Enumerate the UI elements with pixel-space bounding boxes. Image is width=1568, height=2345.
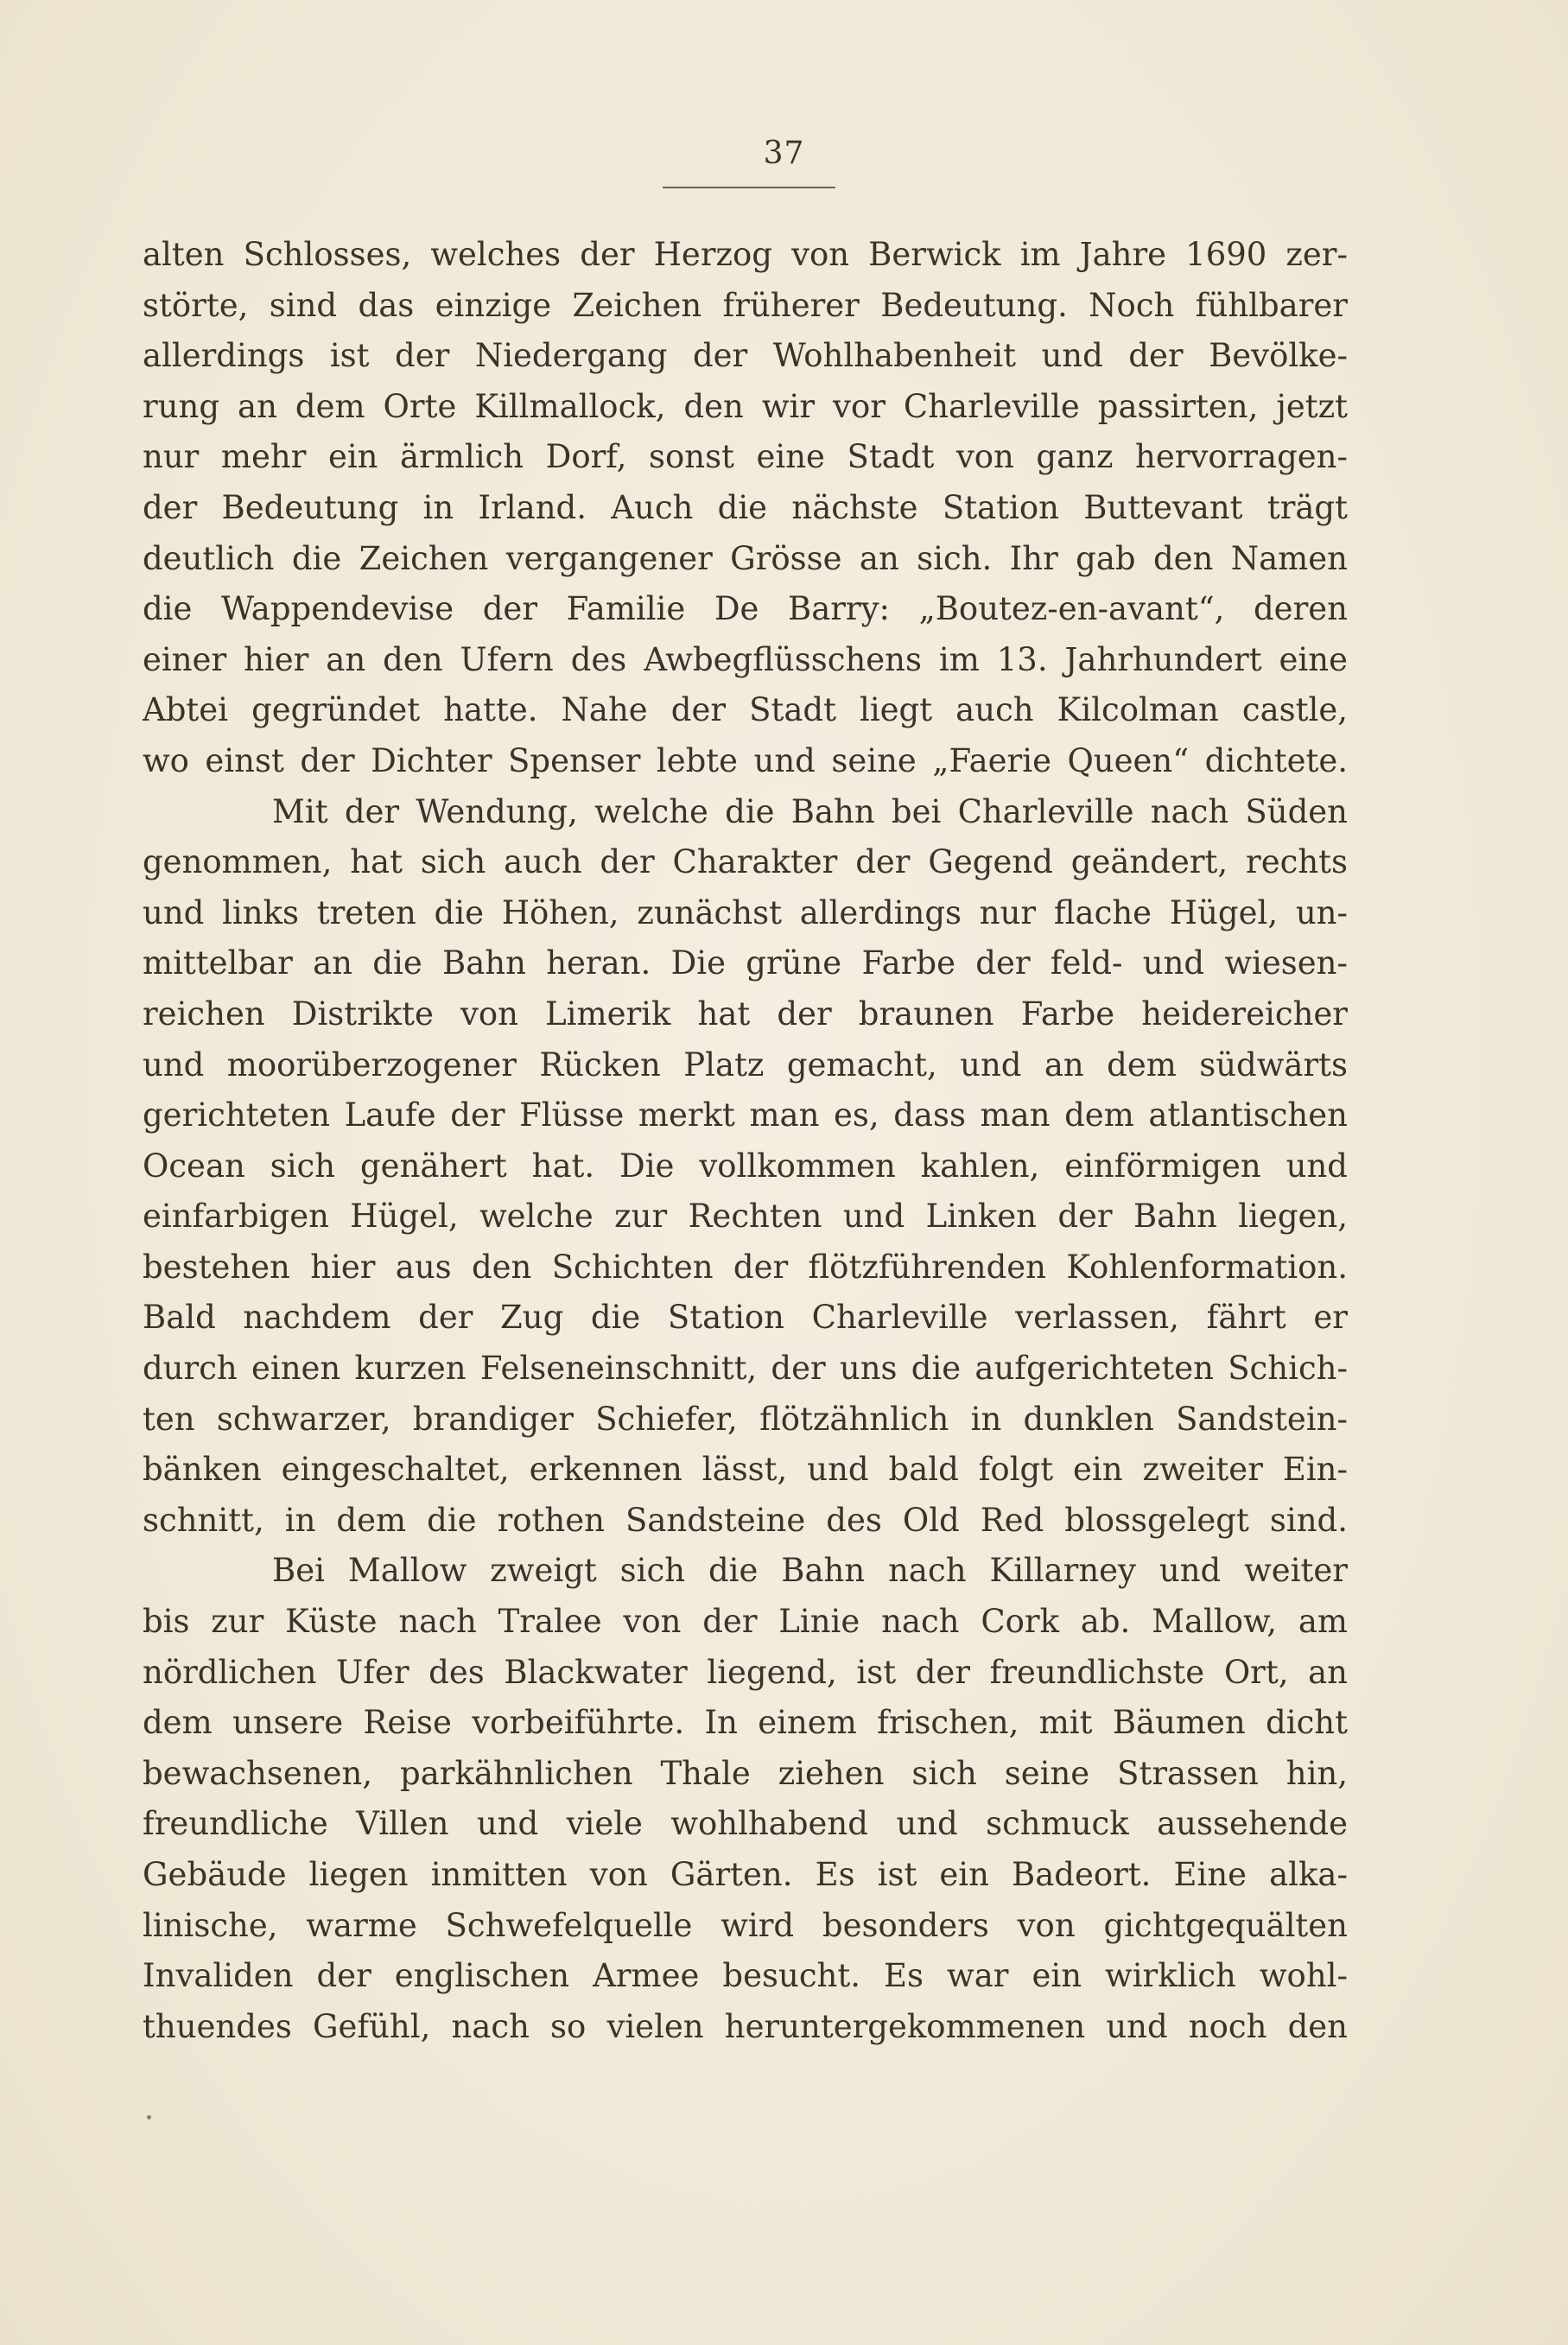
text-line: der Bedeutung in Irland. Auch die nächste Station Buttevant trägt	[143, 488, 1348, 526]
text-line: und moorüberzogener Rücken Platz gemacht, und an dem südwärts	[143, 1045, 1348, 1084]
header-rule	[663, 187, 835, 188]
text-line: wo einst der Dichter Spenser lebte und seine „Faerie Queen“ dichtete.	[143, 741, 1348, 779]
text-line: mittelbar an die Bahn heran. Die grüne Farbe der feld- und wiesen-	[143, 944, 1348, 982]
text-line: und links treten die Höhen, zunächst allerdings nur flache Hügel, un-	[143, 893, 1348, 931]
text-line: ten schwarzer, brandiger Schiefer, flötzähnlich in dunklen Sandstein-	[143, 1400, 1348, 1438]
text-line: durch einen kurzen Felseneinschnitt, der uns die aufgerichteten Schich-	[143, 1350, 1348, 1388]
text-line: rung an dem Orte Killmallock, den wir vor Charleville passirten, jetzt	[143, 387, 1348, 425]
text-line: dem unsere Reise vorbeiführte. In einem frischen, mit Bäumen dicht	[143, 1704, 1348, 1742]
text-line: Gebäude liegen inmitten von Gärten. Es ist ein Badeort. Eine alka-	[143, 1856, 1348, 1893]
text-line: Ocean sich genähert hat. Die vollkommen kahlen, einförmigen und	[143, 1147, 1348, 1185]
text-line: reichen Distrikte von Limerik hat der braunen Farbe heidereicher	[143, 995, 1348, 1033]
text-line: thuendes Gefühl, nach so vielen heruntergekommenen und noch den	[143, 2007, 1348, 2045]
text-line: bänken eingeschaltet, erkennen lässt, und bald folgt ein zweiter Ein-	[143, 1451, 1348, 1489]
text-line: deutlich die Zeichen vergangener Grösse an sich. Ihr gab den Namen	[143, 539, 1348, 577]
paragraph-start-line: Mit der Wendung, welche die Bahn bei Charleville nach Süden	[272, 792, 1348, 830]
text-line: gerichteten Laufe der Flüsse merkt man es, dass man dem atlantischen	[143, 1096, 1348, 1134]
page-number: 37	[763, 136, 805, 171]
text-line: einer hier an den Ufern des Awbegflüsschens im 13. Jahrhundert eine	[143, 640, 1348, 678]
text-line: alten Schlosses, welches der Herzog von Berwick im Jahre 1690 zer-	[143, 236, 1348, 273]
text-line: Abtei gegründet hatte. Nahe der Stadt liegt auch Kilcolman castle,	[143, 691, 1348, 729]
text-line: einfarbigen Hügel, welche zur Rechten und Linken der Bahn liegen,	[143, 1198, 1348, 1236]
text-line: die Wappendevise der Familie De Barry: „Boutez-en-avant“, deren	[143, 590, 1348, 628]
paragraph-start-line: Bei Mallow zweigt sich die Bahn nach Killarney und weiter	[272, 1552, 1348, 1590]
text-line: bis zur Küste nach Tralee von der Linie nach Cork ab. Mallow, am	[143, 1603, 1348, 1641]
text-line: Invaliden der englischen Armee besucht. Es war ein wirklich wohl-	[143, 1957, 1348, 1995]
text-line: Bald nachdem der Zug die Station Charleville verlassen, fährt er	[143, 1299, 1348, 1337]
paper-speck	[147, 2115, 151, 2119]
text-line: nördlichen Ufer des Blackwater liegend, ist der freundlichste Ort, an	[143, 1653, 1348, 1691]
text-line: genommen, hat sich auch der Charakter der Gegend geändert, rechts	[143, 843, 1348, 881]
body-text	[143, 230, 1348, 2052]
text-line: bewachsenen, parkähnlichen Thale ziehen sich seine Strassen hin,	[143, 1754, 1348, 1792]
text-line: linische, warme Schwefelquelle wird besonders von gichtgequälten	[143, 1906, 1348, 1944]
text-line: nur mehr ein ärmlich Dorf, sonst eine Stadt von ganz hervorragen-	[143, 438, 1348, 476]
text-line: störte, sind das einzige Zeichen früherer Bedeutung. Noch fühlbarer	[143, 286, 1348, 324]
text-line: allerdings ist der Niedergang der Wohlhabenheit und der Bevölke-	[143, 337, 1348, 375]
text-line: schnitt, in dem die rothen Sandsteine des Old Red blossgelegt sind.	[143, 1501, 1348, 1539]
text-line: freundliche Villen und viele wohlhabend und schmuck aussehende	[143, 1805, 1348, 1843]
text-line: bestehen hier aus den Schichten der flötzführenden Kohlenformation.	[143, 1248, 1348, 1286]
